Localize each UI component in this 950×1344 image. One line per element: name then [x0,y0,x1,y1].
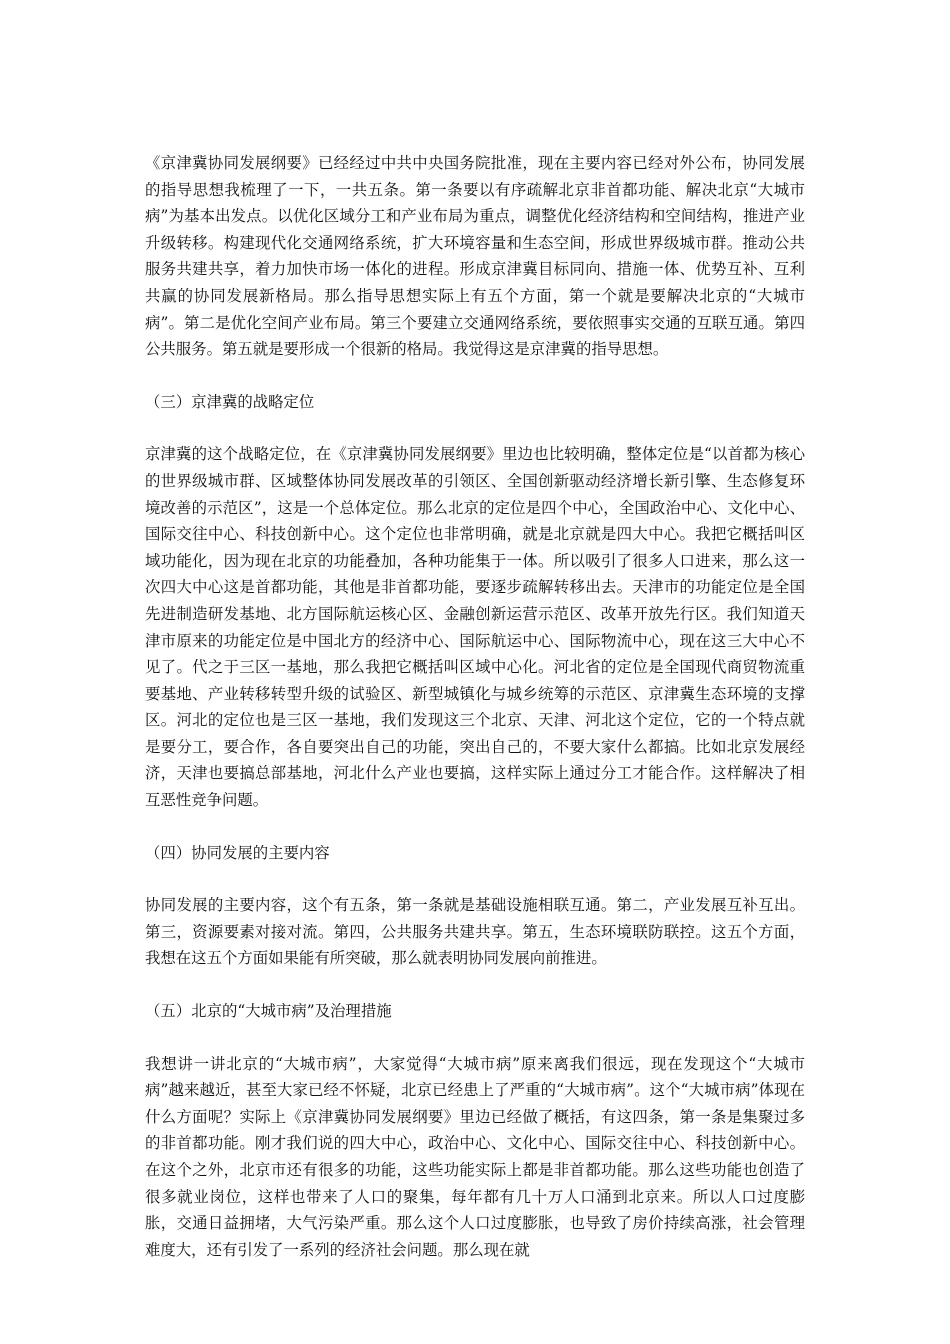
section-heading-big-city-disease: （五）北京的“大城市病”及治理措施 [145,1002,392,1021]
paragraph-guiding-ideology: 《京津冀协同发展纲要》已经经过中共中央国务院批准，现在主要内容已经对外公布，协同发展的指导思想我梳理了一下，一共五条。第一条要以有序疏解北京非首都功能、解决北京“大城市病”为基本出发点。以优化区域分工和产业布局为重点，调整优化经济结构和空间结构，推进产业升级转移。构建现代化交通网络系统，扩大环境容量和生态空间，形成世界级城市群。推动公共服务共建共享，着力加快市场一体化的进程。形成京津冀目标同向、措施一体、优势互补、互利共赢的协同发展新格局。那么指导思想实际上有五个方面，第一个就是要解决北京的“大城市病”。第二是优化空间产业布局。第三个要建立交通网络系统，要依照事实交通的互联互通。第四公共服务。第五就是要形成一个很新的格局。我觉得这是京津冀的指导思想。 [145,154,805,359]
paragraph-big-city-disease: 我想讲一讲北京的“大城市病”，大家觉得“大城市病”原来离我们很远，现在发现这个“大城市病”越来越近，甚至大家已经不怀疑，北京已经患上了严重的“大城市病”。这个“大城市病”体现在什么方面呢？实际上《京津冀协同发展纲要》里边已经做了概括，有这四条，第一条是集聚过多的非首都功能。刚才我们说的四大中心，政治中心、文化中心、国际交往中心、科技创新中心。在这个之外，北京市还有很多的功能，这些功能实际上都是非首都功能。那么这些功能也创造了很多就业岗位，这样也带来了人口的聚集，每年都有几十万人口涌到北京来。所以人口过度膨胀，交通日益拥堵，大气污染严重。那么这个人口过度膨胀，也导致了房价持续高涨，社会管理难度大，还有引发了一系列的经济社会问题。那么现在就 [145,1054,805,1259]
section-heading-strategic-positioning: （三）京津冀的战略定位 [145,392,315,411]
section-heading-main-content: （四）协同发展的主要内容 [145,843,330,862]
document-page [145,150,805,1263]
paragraph-strategic-positioning: 京津冀的这个战略定位，在《京津冀协同发展纲要》里边也比较明确，整体定位是“以首都为核心的世界级城市群、区域整体协同发展改革的引领区、全国创新驱动经济增长新引擎、生态修复环境改善的示范区”，这是一个总体定位。那么北京的定位是四个中心，全国政治中心、文化中心、国际交往中心、科技创新中心。这个定位也非常明确，就是北京就是四大中心。我把它概括叫区域功能化，因为现在北京的功能叠加，各种功能集于一体。所以吸引了很多人口进来，那么这一次四大中心这是首都功能，其他是非首都功能，要逐步疏解转移出去。天津市的功能定位是全国先进制造研发基地、北方国际航运核心区、金融创新运营示范区、改革开放先行区。我们知道天津市原来的功能定位是中国北方的经济中心、国际航运中心、国际物流中心，现在这三大中心不见了。代之于三区一基地，那么我把它概括叫区域中心化。河北省的定位是全国现代商贸物流重要基地、产业转移转型升级的试验区、新型城镇化与城乡统筹的示范区、京津冀生态环境的支撑区。河北的定位也是三区一基地，我们发现这三个北京、天津、河北这个定位，它的一个特点就是要分工，要合作，各自要突出自己的功能，突出自己的，不要大家什么都搞。比如北京发展经济，天津也要搞总部基地，河北什么产业也要搞，这样实际上通过分工才能合作。这样解决了相互恶性竞争问题。 [145,445,805,810]
paragraph-main-content: 协同发展的主要内容，这个有五条，第一条就是基础设施相联互通。第二，产业发展互补互出。第三，资源要素对接对流。第四，公共服务共建共享。第五，生态环境联防联控。这五个方面，我想在这五个方面如果能有所突破，那么就表明协同发展向前推进。 [145,896,805,968]
